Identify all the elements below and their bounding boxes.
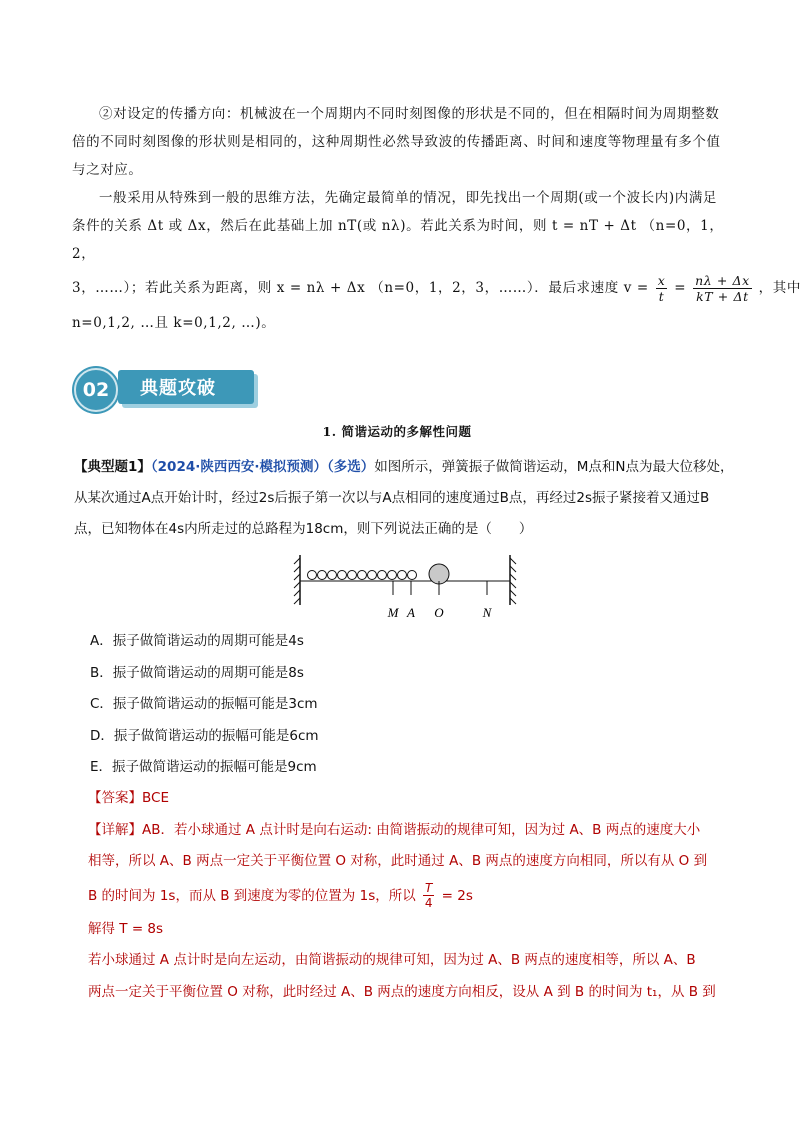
option-c: C．振子做简谐运动的振幅可能是3cm: [90, 696, 318, 712]
fraction-T-over-4: [423, 881, 434, 910]
label-A: A: [407, 605, 415, 620]
fraction-velocity: [693, 273, 752, 304]
intro-text-2d: n=0,1,2, …且 k=0,1,2, …)。: [72, 315, 276, 331]
question-tag: 【典型题1】: [74, 459, 151, 475]
detail-label: 【详解】: [88, 821, 142, 838]
velocity-formula-line: [72, 268, 801, 308]
section-title-bar: [118, 370, 254, 404]
section-header: [74, 366, 264, 408]
detail-line-5: 若小球通过 A 点计时是向左运动，由简谐振动的规律可知，因为过 A、B 两点的速度相等，所以 A、B: [88, 952, 696, 968]
detail-line-1: [88, 815, 738, 847]
label-O: O: [434, 605, 444, 620]
section-title: 典题攻破: [140, 378, 216, 399]
fraction-denominator: kT + Δt: [696, 289, 749, 304]
fraction-denominator: t: [658, 289, 665, 304]
left-wall-hatch: [294, 558, 300, 604]
intro-text-2a: 一般采用从特殊到一般的思维方法，先确定最简单的情况，即先找出一个周期(或一个波长内)内满足条件的关系 Δt 或 Δx，然后在此基础上加 nT(或 nλ)。若此关系为时间，则 t = nT + Δt （n=0，1，2，: [72, 190, 724, 262]
option-e: E．振子做简谐运动的振幅可能是9cm: [90, 759, 317, 775]
option-b: B．振子做简谐运动的周期可能是8s: [90, 664, 304, 681]
fraction-numerator: T: [425, 881, 433, 895]
detail-line-6: 两点一定关于平衡位置 O 对称，此时经过 A、B 两点的速度方向相反，设从 A 到 B 的时间为 t₁，从 B 到: [88, 983, 716, 1000]
intro-text-2b: 3，……）；若此关系为距离，则 x = nλ + Δx （n=0，1，2，3，……）．最后求速度 v =: [72, 280, 649, 296]
answer-block: [88, 783, 738, 1008]
fraction-denominator: 4: [424, 896, 433, 910]
intro-paragraph-1: [72, 100, 728, 184]
label-N: N: [482, 605, 492, 620]
fraction-numerator: nλ + Δx: [695, 273, 750, 288]
question-block: [74, 452, 734, 545]
intro-paragraph-2: [72, 184, 801, 338]
detail-text-1: AB．若小球通过 A 点计时是向右运动: 由简谐振动的规律可知，因为过 A、B 两点的速度大小: [142, 821, 701, 838]
answer-value: BCE: [142, 790, 169, 806]
detail-line-3: [88, 878, 738, 914]
detail-text-3-end: = 2s: [441, 887, 473, 904]
spring-diagram: [290, 555, 520, 625]
subsection-title: 1. 简谐运动的多解性问题: [322, 424, 472, 439]
spring-coils: [308, 571, 417, 580]
answer-line: [88, 783, 738, 815]
label-M: M: [387, 605, 399, 620]
option-d: D．振子做简谐运动的振幅可能是6cm: [90, 727, 319, 744]
section-number-badge: 02: [74, 368, 118, 412]
intro-text-1: ②对设定的传播方向：机械波在一个周期内不同时刻图像的形状是不同的，但在相隔时间为周期整数倍的不同时刻图像的形状则是相同的，这种周期性必然导致波的传播距离、时间和速度等物理量有多个值与之对应。: [72, 106, 721, 178]
detail-line-2: 相等，所以 A、B 两点一定关于平衡位置 O 对称，此时通过 A、B 两点的速度方向相同，所以有从 O 到: [88, 853, 708, 869]
fraction-numerator: x: [657, 273, 666, 288]
question-type: （多选）: [327, 459, 375, 475]
intro-text-2c: ，其中: [758, 280, 801, 296]
spring-oscillator-figure: [290, 555, 520, 625]
fraction-x-over-t: [656, 273, 668, 304]
detail-text-3: B 的时间为 1s，而从 B 到速度为零的位置为 1s，所以: [88, 887, 416, 904]
equals-sign: =: [674, 280, 687, 296]
answer-label: 【答案】: [88, 790, 142, 806]
question-text: 如图所示，弹簧振子做简谐运动，M点和N点为最大位移处，从某次通过A点开始计时，经过2s后振子第一次以与A点相同的速度通过B点，再经过2s振子紧接着又通过B点，已知物体在4s内所走过的总路程为18cm，则下列说法正确的是（ ）: [74, 459, 734, 537]
option-a: A．振子做简谐运动的周期可能是4s: [90, 633, 304, 649]
detail-line-4: 解得 T = 8s: [88, 920, 164, 937]
options-list: [90, 626, 730, 784]
right-wall-hatch: [510, 558, 516, 604]
question-source: （2024·陕西西安·模拟预测）: [150, 459, 327, 475]
